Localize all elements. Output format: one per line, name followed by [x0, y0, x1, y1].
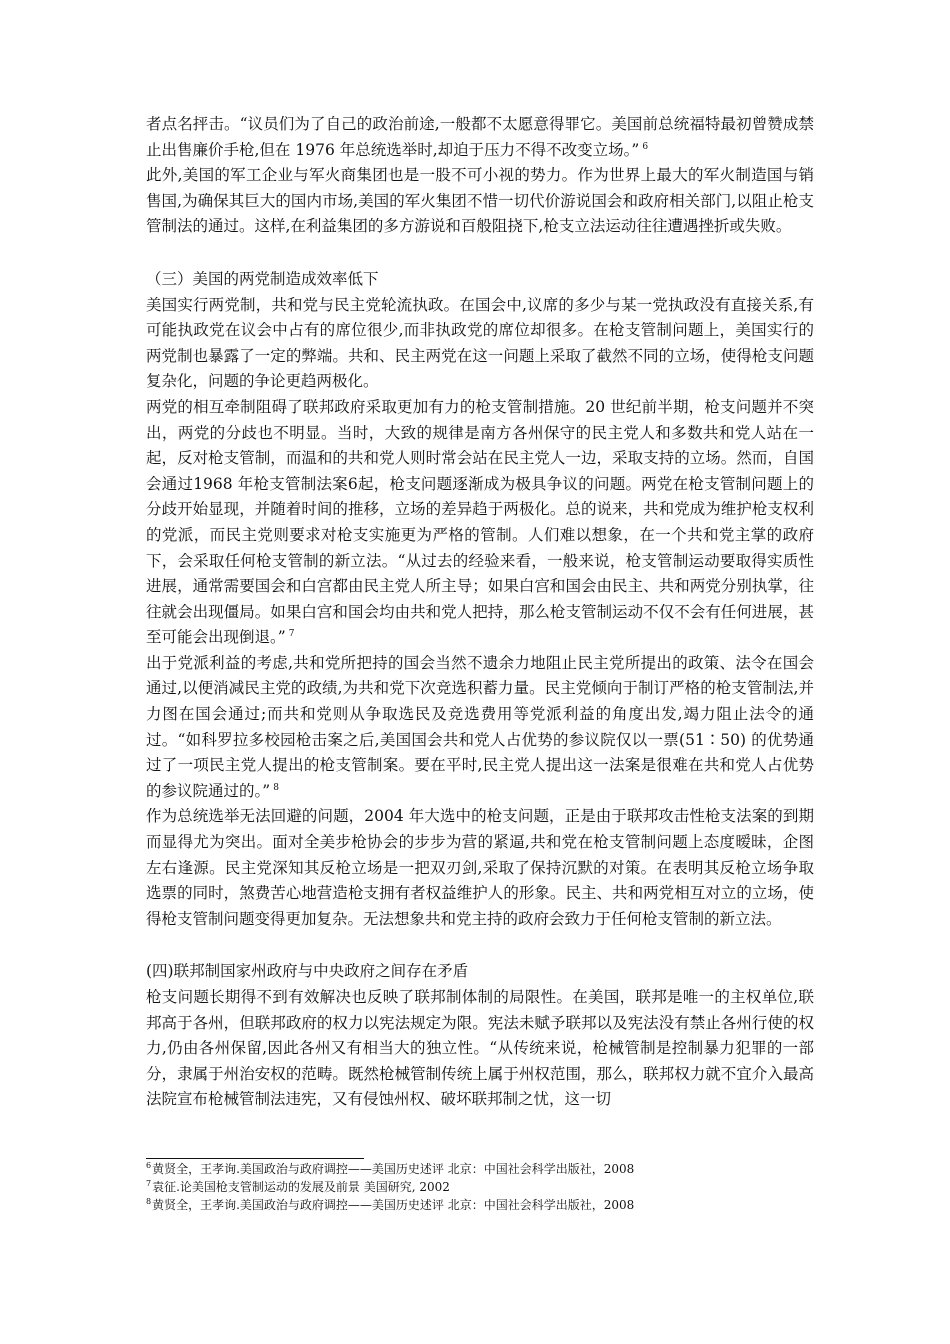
- paragraph: 两党的相互牵制阻碍了联邦政府采取更加有力的枪支管制措施。20 世纪前半期，枪支问题并不突出，两党的分歧也不明显。当时，大致的规律是南方各州保守的民主党人和多数共和党人站在一起，反对枪支管制，而温和的共和党人则时常会站在民主党人一边，采取支持的立场。然而，自国会通过1968 年枪支管制法案6起，枪支问题逐渐成为极具争议的问题。两党在枪支管制问题上的分歧开始显现，并随着时间的推移，立场的差异趋于两极化。总的说来，共和党成为维护枪支权利的党派，而民主党则要求对枪支实施更为严格的管制。人们难以想象，在一个共和党主掌的政府下，会采取任何枪支管制的新立法。“从过去的经验来看，一般来说，枪支管制运动要取得实质性进展，通常需要国会和白宫都由民主党人所主导；如果白宫和国会由民主、共和两党分别执掌，往往就会出现僵局。如果白宫和国会均由共和党人把持，那么枪支管制运动不仅不会有任何进展，甚至可能会出现倒退。” $^7$: [146, 397, 814, 647]
- footnote: $^8$黄贤全，王孝询.美国政治与政府调控——美国历史述评 北京：中国社会科学出版社，2008: [146, 1197, 635, 1212]
- paragraph: 此外,美国的军工企业与军火商集团也是一股不可小视的势力。作为世界上最大的军火制造国与销售国,为确保其巨大的国内市场,美国的军火集团不惜一切代价游说国会和政府相关部门,以阻止枪支管制法的通过。这样,在利益集团的多方游说和百般阻挠下,枪支立法运动往往遭遇挫折或失败。: [146, 166, 814, 236]
- footnote-ref: 6: [642, 141, 649, 152]
- paragraph: 枪支问题长期得不到有效解决也反映了联邦制体制的局限性。在美国，联邦是唯一的主权单位,联邦高于各州，但联邦政府的权力以宪法规定为限。宪法未赋予联邦以及宪法没有禁止各州行使的权力,仍由各州保留,因此各州又有相当大的独立性。“从传统来说，枪械管制是控制暴力犯罪的一部分，隶属于州治安权的范畴。既然枪械管制传统上属于州权范围，那么，联邦权力就不宜介入最高法院宣布枪械管制法违宪，又有侵蚀州权、破坏联邦制之忧，这一切: [146, 988, 814, 1109]
- section-heading: (四)联邦制国家州政府与中央政府之间存在矛盾: [146, 962, 469, 981]
- footnotes: [146, 1160, 814, 1214]
- paragraph: 出于党派利益的考虑,共和党所把持的国会当然不遗余力地阻止民主党所提出的政策、法令在国会通过,以便消减民主党的政绩,为共和党下次竞选积蓄力量。民主党倾向于制订严格的枪支管制法,并力图在国会通过;而共和党则从争取选民及竞选费用等党派利益的角度出发,竭力阻止法令的通过。“如科罗拉多校园枪击案之后,美国国会共和党人占优势的参议院仅以一票(51∶50) 的优势通过了一项民主党人提出的枪支管制案。要在平时,民主党人提出这一法案是很难在共和党人占优势的参议院通过的。” $^8$: [146, 653, 814, 800]
- footnote-ref: 8: [273, 782, 279, 793]
- footnote-ref: 7: [288, 629, 295, 640]
- section-heading: （三）美国的两党制造成效率低下: [146, 269, 379, 288]
- footnote: $^6$黄贤全，王孝询.美国政治与政府调控——美国历史述评 北京：中国社会科学出版社，2008: [146, 1161, 635, 1176]
- paragraph: 美国实行两党制，共和党与民主党轮流执政。在国会中,议席的多少与某一党执政没有直接关系,有可能执政党在议会中占有的席位很少,而非执政党的席位却很多。在枪支管制问题上，美国实行的两党制也暴露了一定的弊端。共和、民主两党在这一问题上采取了截然不同的立场，使得枪支问题复杂化，问题的争论更趋两极化。: [146, 295, 814, 391]
- footnote: $^7$袁征.论美国枪支管制运动的发展及前景 美国研究, 2002: [146, 1179, 450, 1194]
- paragraph: 者点名抨击。“议员们为了自己的政治前途,一般都不太愿意得罪它。美国前总统福特最初曾赞成禁止出售廉价手枪,但在 1976 年总统选举时,却迫于压力不得不改变立场。” $^6$: [146, 115, 814, 159]
- footnote-divider: [146, 1158, 364, 1159]
- paragraph: 作为总统选举无法回避的问题，2004 年大选中的枪支问题，正是由于联邦攻击性枪支法案的到期而显得尤为突出。面对全美步枪协会的步步为营的紧逼,共和党在枪支管制问题上态度暧昧，企图左右逢源。民主党深知其反枪立场是一把双刃剑,采取了保持沉默的对策。在表明其反枪立场争取选票的同时，煞费苦心地营造枪支拥有者权益维护人的形象。民主、共和两党相互对立的立场，使得枪支管制问题变得更加复杂。无法想象共和党主持的政府会致力于任何枪支管制的新立法。: [146, 807, 814, 928]
- body-text: [146, 112, 814, 1113]
